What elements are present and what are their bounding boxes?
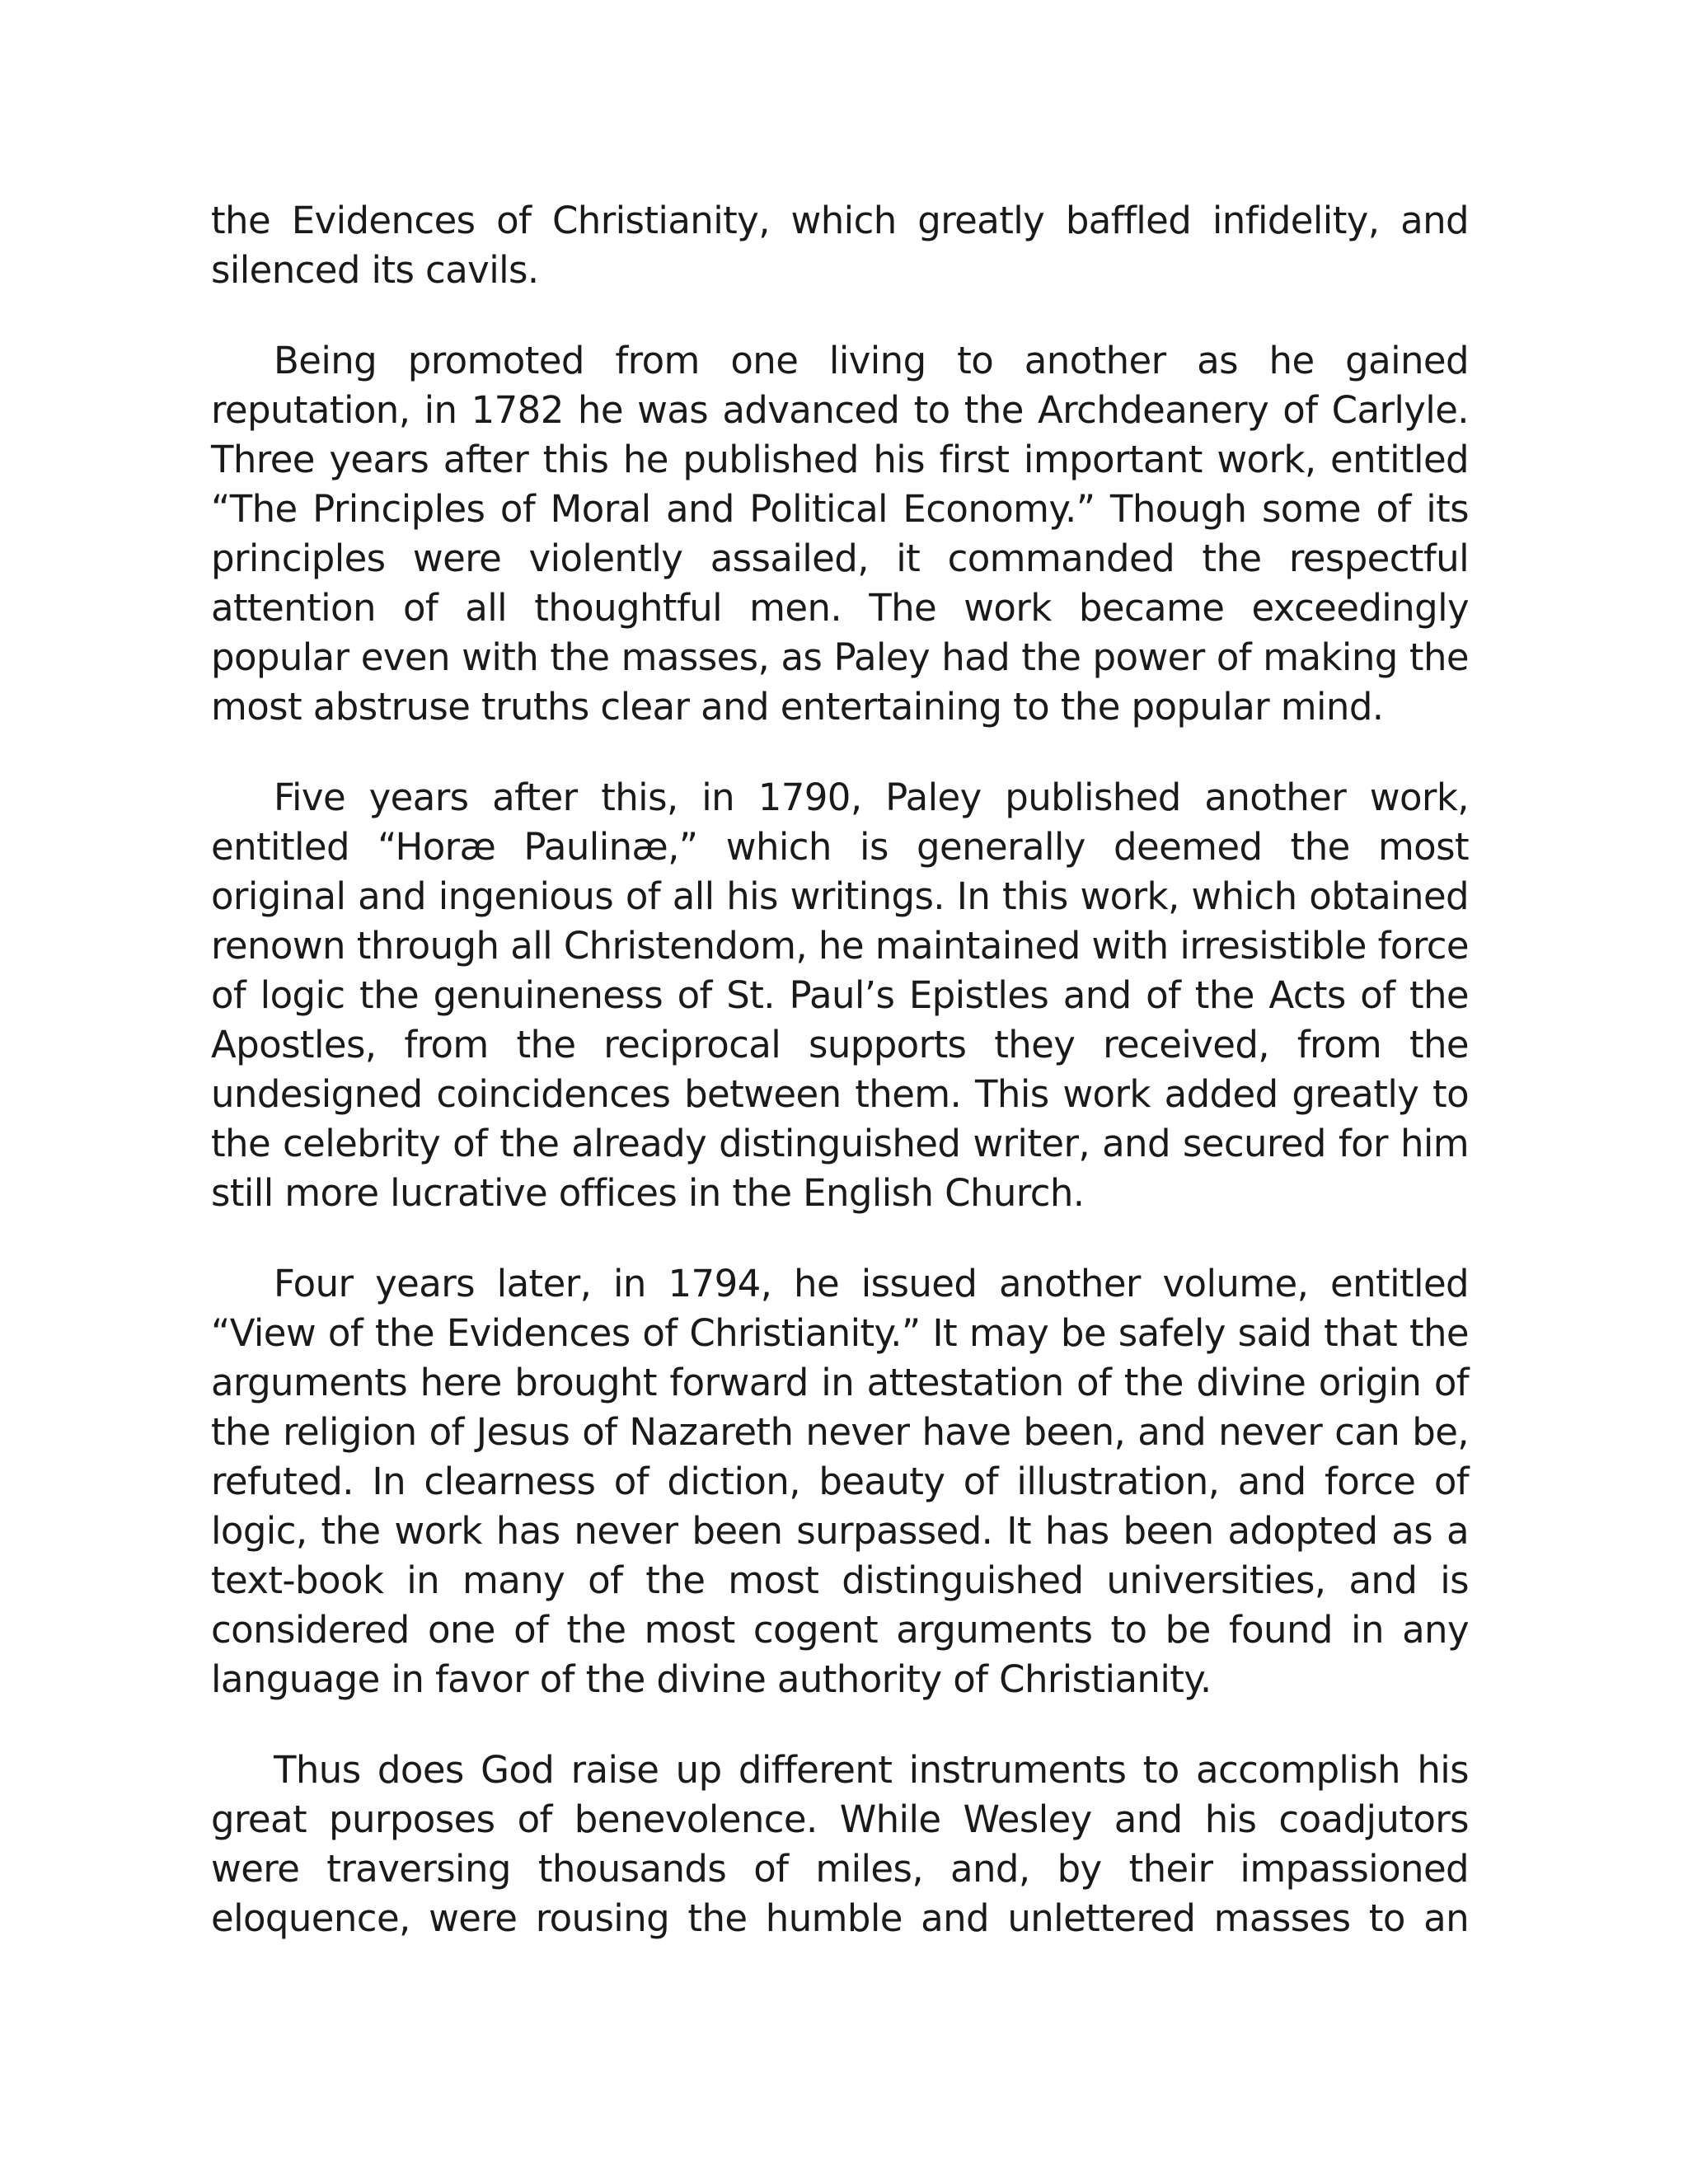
paragraph-horae-paulinae: Five years after this, in 1790, Paley published another work, entitled “Horæ Paulinæ,” which is generally deemed the most original and ingenious of all his writings. In this work, which obtained renown through all Christendom, he maintained with irresistible force of logic the genuineness of St. Paul’s Epistles and of the Acts of the Apostles, from the reciprocal supports they received, from the undesigned coincidences between them. This work added greatly to the celebrity of the already distinguished writer, and secured for him still more lucrative offices in the English Church.: [211, 776, 1469, 1215]
paragraph-instruments: Thus does God raise up different instruments to accomplish his great purposes of benevolence. While Wesley and his coadjutors were traversing thousands of miles, and, by their impassioned eloquence, were rousing the humble and unlettered masses to an: [211, 1748, 1469, 1940]
paragraph-evidences: Four years later, in 1794, he issued another volume, entitled “View of the Evidences of Christianity.” It may be safely said that the arguments here brought forward in attestation of the divine origin of the religion of Jesus of Nazareth never have been, and never can be, refuted. In clearness of diction, beauty of illustration, and force of logic, the work has never been surpassed. It has been adopted as a text-book in many of the most distinguished universities, and is considered one of the most cogent arguments to be found in any language in favor of the divine authority of Christianity.: [211, 1262, 1469, 1701]
body-text: [211, 196, 1469, 1985]
paragraph-continuation: the Evidences of Christianity, which greatly baffled infidelity, and silenced its cavils.: [211, 199, 1469, 292]
paragraph-archdeanery: Being promoted from one living to another as he gained reputation, in 1782 he was advanced to the Archdeanery of Carlyle. Three years after this he published his first important work, entitled “The Principles of Moral and Political Economy.” Though some of its principles were violently assailed, it commanded the respectful attention of all thoughtful men. The work became exceedingly popular even with the masses, as Paley had the power of making the most abstruse truths clear and entertaining to the popular mind.: [211, 339, 1469, 729]
